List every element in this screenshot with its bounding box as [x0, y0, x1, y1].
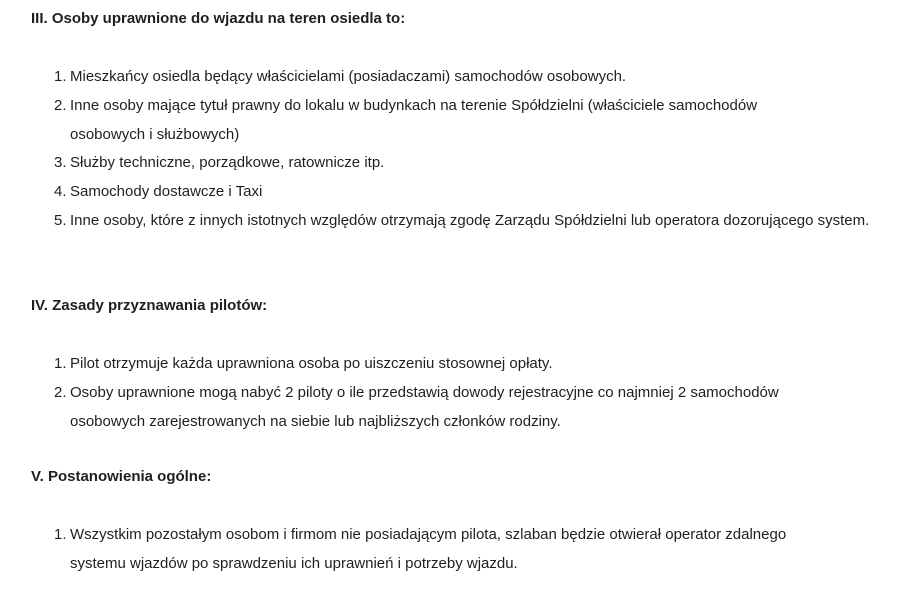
section-heading-iv: IV. Zasady przyznawania pilotów: — [31, 297, 268, 314]
list-item — [54, 379, 884, 437]
list-item-number: 1. — [54, 526, 67, 543]
list-item — [54, 521, 884, 579]
list-item-number: 1. — [54, 355, 67, 372]
section-list-iii — [54, 63, 884, 236]
list-item-number: 4. — [54, 183, 67, 201]
list-item-number: 2. — [54, 383, 67, 401]
section-list-v — [54, 521, 884, 579]
list-item-text: Inne osoby mające tytuł prawny do lokalu w budynkach na terenie Spółdzielni (właściciele samochodów osobowych i służbowych) — [70, 96, 758, 143]
list-item — [54, 149, 884, 178]
list-item-text: Wszystkim pozostałym osobom i firmom nie posiadającym pilota, szlaban będzie otwierał operator zdalnego systemu wjazdów po sprawdzeniu ich uprawnień i potrzeby wjazdu. — [70, 526, 787, 572]
list-item-number: 2. — [54, 96, 67, 114]
section-heading-v: V. Postanowienia ogólne: — [31, 468, 212, 485]
list-item-text: Służby techniczne, porządkowe, ratownicze itp. — [70, 154, 385, 172]
list-item-number: 3. — [54, 154, 67, 172]
section-list-iv — [54, 350, 884, 436]
list-item-text: Osoby uprawnione mogą nabyć 2 piloty o ile przedstawią dowody rejestracyjne co najmniej 2 samochodów osobowych zarejestrowanych na siebie lub najbliższych członków rodziny. — [70, 383, 779, 430]
list-item-text: Mieszkańcy osiedla będący właścicielami (posiadaczami) samochodów osobowych. — [70, 68, 627, 85]
list-item — [54, 63, 884, 92]
list-item-text: Samochody dostawcze i Taxi — [70, 183, 263, 201]
list-item-text: Pilot otrzymuje każda uprawniona osoba po uiszczeniu stosownej opłaty. — [70, 355, 553, 372]
list-item-number: 5. — [54, 211, 67, 229]
list-item — [54, 350, 884, 379]
section-heading-iii: III. Osoby uprawnione do wjazdu na teren osiedla to: — [31, 10, 406, 27]
list-item — [54, 178, 884, 207]
list-item — [54, 92, 884, 150]
list-item-number: 1. — [54, 68, 67, 85]
list-item-text: Inne osoby, które z innych istotnych względów otrzymają zgodę Zarządu Spółdzielni lub operatora dozorującego system. — [70, 211, 870, 229]
list-item — [54, 207, 884, 236]
